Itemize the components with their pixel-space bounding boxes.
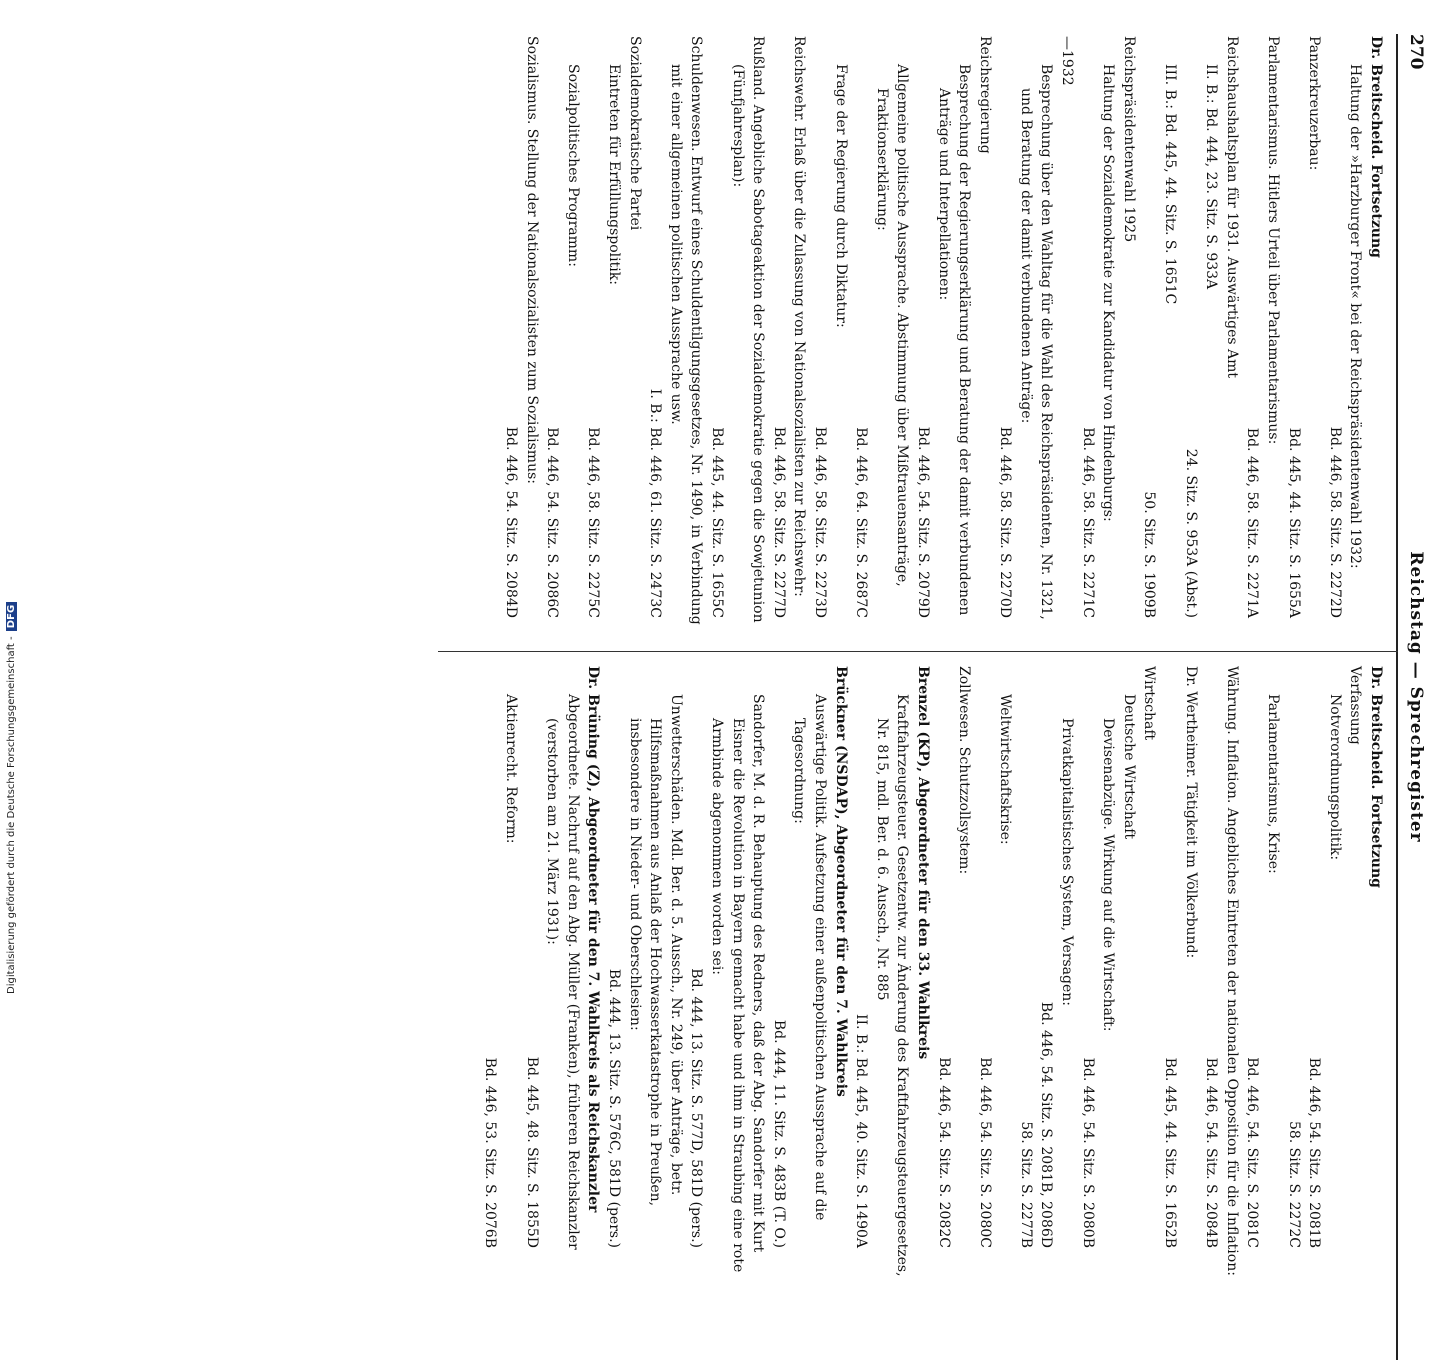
- register-entry: Wirtschaft: [1141, 666, 1158, 741]
- register-entry: Deutsche Wirtschaft: [1120, 694, 1137, 840]
- speaker-heading: Dr. Breitscheid. Fortsetzung: [1368, 36, 1384, 258]
- page-header: [1402, 34, 1426, 1360]
- register-entry: Haltung der Sozialdemokratie zur Kandidatur von Hindenburgs:: [1100, 64, 1117, 522]
- register-entry: Aktienrecht. Reform:: [503, 694, 520, 844]
- column-divider: [438, 651, 1398, 652]
- dfg-logo: DFG: [6, 602, 17, 631]
- register-reference: Bd. 446, 54. Sitz. S. 2081B: [1306, 1057, 1323, 1248]
- register-entry: Besprechung der Regierungserklärung und Beratung der damit verbundenen Anträge und Interpellationen:: [935, 64, 973, 616]
- register-reference: Bd. 446, 58. Sitz. S. 2273D: [811, 426, 828, 618]
- register-reference: Bd. 444, 11. Sitz. S. 483B (T. O.): [770, 1019, 787, 1248]
- register-reference: Bd. 446, 54. Sitz. S. 2082C: [935, 1057, 952, 1248]
- register-reference: Bd. 445, 44. Sitz. S. 1652B: [1162, 1057, 1179, 1248]
- register-entry: Sozialpolitisches Programm:: [564, 64, 581, 267]
- register-entry: Frage der Regierung durch Diktatur:: [832, 64, 849, 328]
- register-reference: Bd. 446, 58. Sitz. S. 2271C: [1079, 427, 1096, 618]
- register-reference: 50. Sitz. S. 1909B: [1141, 491, 1158, 618]
- register-entry: Reichsregierung: [976, 36, 993, 154]
- register-entry: Parlamentarismus. Hitlers Urteil über Parlamentarismus:: [1265, 36, 1282, 445]
- register-reference: Bd. 446, 54. Sitz. S. 2084D: [503, 426, 520, 618]
- register-entry: II. B.: Bd. 444, 23. Sitz. S. 933A: [1203, 64, 1220, 290]
- register-reference: I. B.: Bd. 446, 61. Sitz. S. 2473C: [647, 388, 664, 618]
- register-entry: Haltung der »Harzburger Front« bei der Reichspräsidentenwahl 1932:: [1347, 64, 1364, 569]
- right-column: [480, 666, 1386, 1278]
- register-reference: Bd. 446, 54. Sitz. S. 2080B: [1079, 1057, 1096, 1248]
- credit-text: Digitalisierung gefördert durch die Deutsche Forschungsgemeinschaft -: [6, 633, 17, 994]
- register-reference: Bd. 445, 44. Sitz. S. 1655A: [1285, 427, 1302, 618]
- register-reference: II. B.: Bd. 445, 40. Sitz. S. 1490A: [853, 1013, 870, 1248]
- register-reference: Bd. 446, 58. Sitz. S. 2275C: [585, 427, 602, 618]
- digitization-credit: [6, 0, 22, 994]
- register-reference: Bd. 446, 64. Sitz. S. 2687C: [853, 427, 870, 618]
- register-reference: Bd. 446, 53. Sitz. S. 2076B: [482, 1057, 499, 1248]
- register-entry: III. B.: Bd. 445, 44. Sitz. S. 1651C: [1162, 64, 1179, 305]
- register-entry: Währung. Inflation. Angebliches Eintreten der nationalen Opposition für die Inflation:: [1223, 666, 1240, 1276]
- register-entry: Reichswehr. Erlaß über die Zulassung von Nationalsozialisten zur Reichswehr:: [791, 36, 808, 597]
- register-reference: Bd. 445, 48. Sitz. S. 1855D: [523, 1056, 540, 1248]
- register-entry: Besprechung über den Wahltag für die Wahl des Reichspräsidenten, Nr. 1321, und Beratung der damit verbundenen Anträge:: [1017, 64, 1055, 620]
- register-reference: 24. Sitz. S. 953A (Abst.): [1182, 448, 1199, 618]
- register-reference: Bd. 444, 13. Sitz. S. 576C, 581D (pers.): [606, 968, 623, 1248]
- register-entry: Panzerkreuzerbau:: [1306, 36, 1323, 171]
- register-entry: Eintreten für Erfüllungspolitik:: [606, 64, 623, 285]
- speaker-heading: Dr. Brüning (Z), Abgeordneter für den 7. Wahlkreis als Reichskanzler: [585, 666, 602, 1213]
- register-entry: Dr. Wertheimer. Tätigkeit im Völkerbund:: [1182, 666, 1199, 959]
- register-reference: Bd. 446, 54. Sitz. S. 2084B: [1203, 1057, 1220, 1248]
- register-reference: Bd. 446, 58. Sitz. S. 2272D: [1326, 426, 1343, 618]
- register-reference: Bd. 445, 44. Sitz. S. 1655C: [709, 427, 725, 618]
- running-title: Reichstag — Sprechregister: [1406, 551, 1426, 843]
- register-reference: 58. Sitz. S. 2277B: [1017, 1121, 1034, 1248]
- register-entry: Privatkapitalistisches System, Versagen:: [1059, 718, 1076, 1007]
- speaker-heading: Brenzel (KP), Abgeordneter für den 33. Wahlkreis: [914, 666, 931, 1060]
- register-reference: Bd. 446, 54. Sitz. S. 2079D: [914, 426, 931, 618]
- register-reference: Bd. 446, 54. Sitz. S. 2086C: [544, 427, 561, 618]
- register-entry: Schuldenwesen. Entwurf eines Schuldentilgungsgesetzes, Nr. 1490, in Verbindung mit einer allgemeinen politischen Aussprache usw.: [667, 36, 705, 625]
- register-reference: 58. Sitz. S. 2272C: [1285, 1120, 1302, 1248]
- register-entry: Sozialismus. Stellung der Nationalsozialisten zum Sozialismus:: [523, 36, 540, 484]
- register-entry: Parlamentarismus, Krise:: [1265, 694, 1282, 874]
- speaker-heading: Dr. Breitscheid. Fortsetzung: [1368, 666, 1384, 888]
- register-entry: Reichshaushaltsplan für 1931. Auswärtiges Amt: [1223, 36, 1240, 379]
- register-entry: Reichspräsidentenwahl 1925: [1120, 36, 1137, 243]
- register-reference: Bd. 446, 54. Sitz. S. 2080C: [976, 1057, 993, 1248]
- page-number: 270: [1406, 34, 1426, 70]
- register-entry: Verfassung: [1347, 666, 1364, 745]
- register-entry: —1932: [1059, 36, 1076, 86]
- register-entry: Notverordnungspolitik:: [1326, 694, 1343, 861]
- register-entry: Abgeordnete. Nachruf auf den Abg. Müller (Franken), früheren Reichskanzler (verstorben am 21. März 1931):: [544, 694, 581, 1250]
- register-entry: Zollwesen. Schutzzollsystem:: [956, 666, 973, 875]
- register-entry: Devisenabzüge. Wirkung auf die Wirtschaft:: [1100, 718, 1117, 1032]
- register-reference: Bd. 446, 54. Sitz. S. 2081C: [1244, 1057, 1261, 1248]
- register-reference: Bd. 446, 58. Sitz. S. 2270D: [997, 426, 1014, 618]
- speaker-heading: Brückner (NSDAP), Abgeordneter für den 7. Wahlkreis: [832, 666, 849, 1097]
- register-entry: Sozialdemokratische Partei: [626, 36, 643, 231]
- register-entry: Sandorfer, M. d. R. Behauptung des Redners, daß der Abg. Sandorfer mit Kurt Eisner die Revolution in Bayern gemacht habe und ihm in Straubing eine rote Armbinde abgenommen worden sei:: [709, 694, 767, 1273]
- register-reference: Bd. 444, 13. Sitz. S. 577D, 581D (pers.): [688, 968, 705, 1248]
- register-reference: Bd. 446, 58. Sitz. S. 2277D: [770, 426, 787, 618]
- register-entry: Kraftfahrzeugsteuer. Gesetzentw. zur Änderung des Kraftfahrzeugsteuergesetzes, Nr. 815, mdl. Ber. d. 6. Aussch., Nr. 885: [873, 694, 911, 1277]
- left-column: [500, 36, 1386, 648]
- register-entry: Allgemeine politische Aussprache. Abstimmung über Mißtrauensanträge, Fraktionserklärung:: [873, 64, 911, 587]
- register-reference: Bd. 446, 54. Sitz. S. 2081B, 2086D: [1038, 1001, 1055, 1248]
- register-entry: Auswärtige Politik. Aufsetzung einer außenpolitischen Aussprache auf die Tagesordnung:: [791, 694, 828, 1221]
- register-reference: Bd. 446, 58. Sitz. S. 2271A: [1244, 427, 1261, 618]
- register-entry: Rußland. Angebliche Sabotageaktion der Sozialdemokratie gegen die Sowjetunion (Fünfjahresplan):: [729, 36, 767, 623]
- register-entry: Unwetterschäden. Mdl. Ber. d. 5. Aussch., Nr. 249, über Anträge, betr. Hilfsmaßnahmen aus Anlaß der Hochwasserkatastrophe in Preußen, insbesondere in Nieder- und Oberschlesien:: [626, 694, 684, 1207]
- register-entry: Weltwirtschaftskrise:: [997, 694, 1014, 845]
- header-rule: [1396, 34, 1398, 1360]
